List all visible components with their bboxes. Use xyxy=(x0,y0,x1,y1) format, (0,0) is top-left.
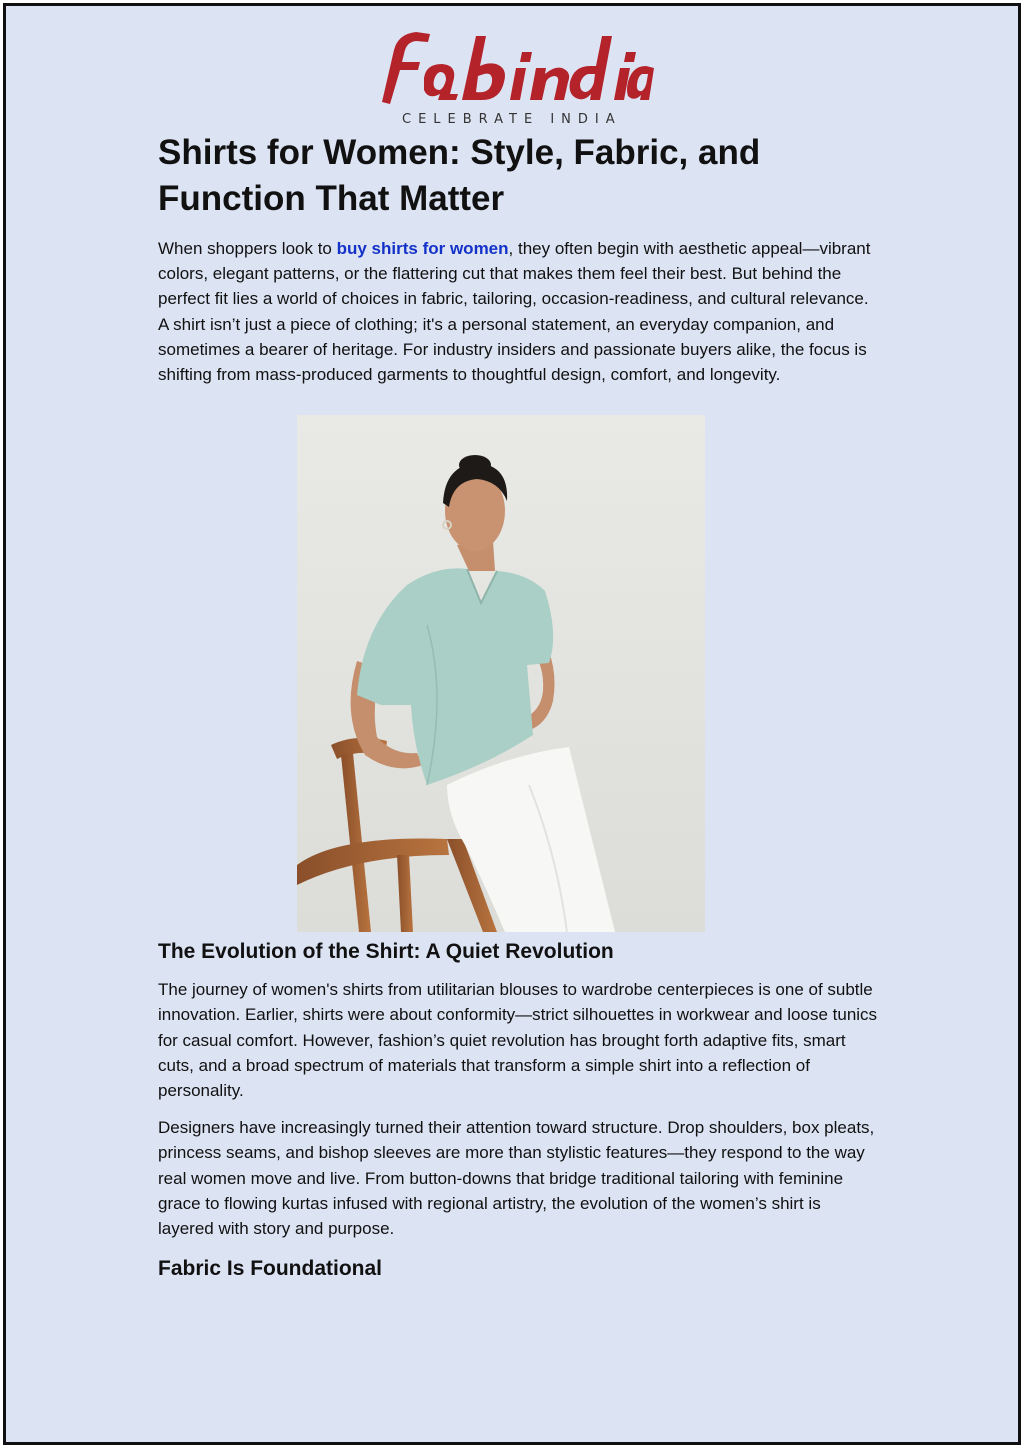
evolution-paragraph-2: Designers have increasingly turned their attention toward structure. Drop shoulders, box pleats, princess seams, and bishop sleeves are more than stylistic features—they respond to the way real women move and live. From button-downs that bridge traditional tailoring with feminine grace to flowing kurtas infused with regional artistry, the evolution of the women’s shirt is layered with story and purpose. xyxy=(158,1118,875,1239)
fabindia-logo[interactable] xyxy=(356,20,656,132)
section-heading-fabric: Fabric Is Foundational xyxy=(158,1257,383,1281)
model-photo xyxy=(297,415,705,932)
intro-paragraph xyxy=(158,236,878,387)
logo-tagline: CELEBRATE INDIA xyxy=(402,112,622,127)
buy-shirts-link[interactable]: buy shirts for women xyxy=(336,239,509,258)
article-title: Shirts for Women: Style, Fabric, and Function That Matter xyxy=(158,133,761,218)
logo-wordmark xyxy=(364,20,654,110)
evolution-paragraph-1: The journey of women's shirts from utilitarian blouses to wardrobe centerpieces is one of subtle innovation. Earlier, shirts were about conformity—strict silhouettes in workwear and loose tunics for casual comfort. However, fashion’s quiet revolution has brought forth adaptive fits, smart cuts, and a broad spectrum of materials that transform a simple shirt into a reflection of personality. xyxy=(158,980,878,1101)
article-body xyxy=(158,130,878,1283)
intro-text-start: When shoppers look to xyxy=(158,239,337,258)
document-page xyxy=(3,3,1021,1445)
section-heading-evolution: The Evolution of the Shirt: A Quiet Revolution xyxy=(158,940,614,964)
intro-text-end: , they often begin with aesthetic appeal—vibrant colors, elegant patterns, or the flattering cut that makes them feel their best. But behind the perfect fit lies a world of choices in fabric, tailoring, occasion-readiness, and cultural relevance. A shirt isn’t just a piece of clothing; it's a personal statement, an everyday companion, and sometimes a bearer of heritage. For industry insiders and passionate buyers alike, the focus is shifting from mass-produced garments to thoughtful design, comfort, and longevity. xyxy=(158,239,871,385)
